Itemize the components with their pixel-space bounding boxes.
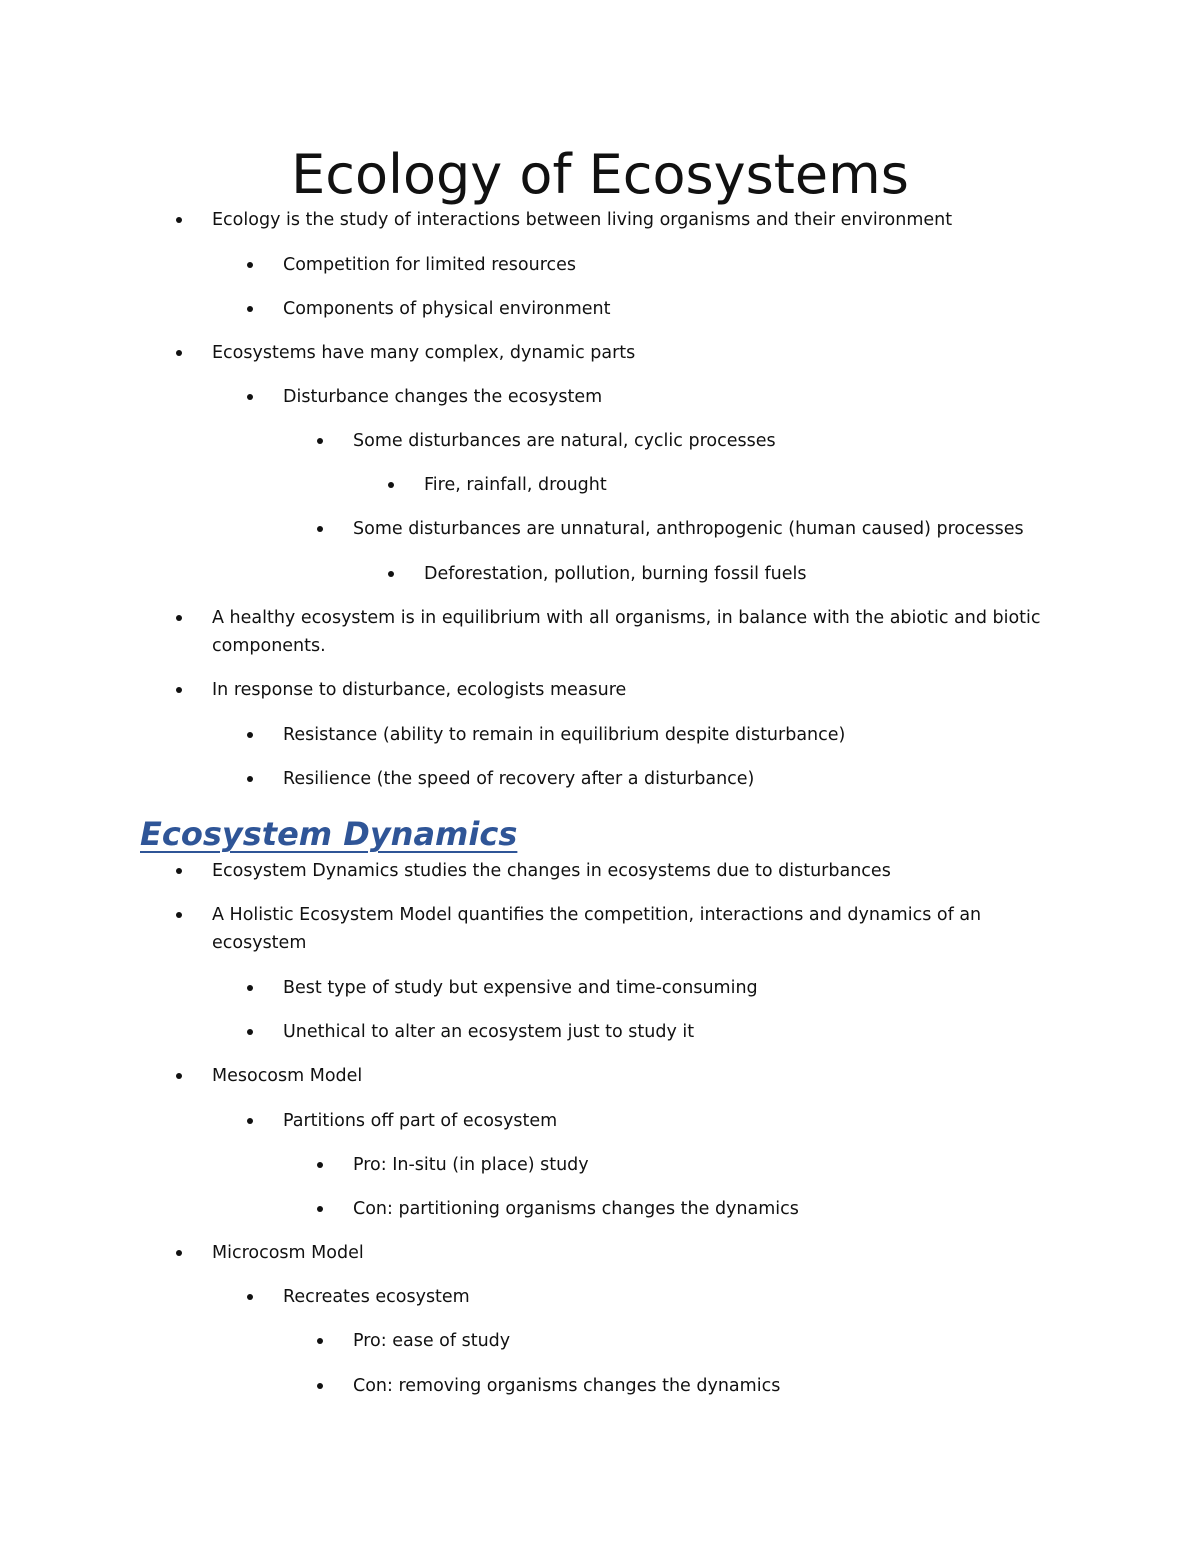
- list-item: In response to disturbance, ecologists measure: [212, 676, 626, 704]
- list-item: Some disturbances are natural, cyclic processes: [353, 427, 776, 455]
- list-item: Deforestation, pollution, burning fossil fuels: [424, 560, 807, 588]
- list-item: Recreates ecosystem: [283, 1283, 470, 1311]
- page-title: Ecology of Ecosystems: [291, 143, 909, 206]
- list-item: Ecosystems have many complex, dynamic parts: [212, 339, 635, 367]
- bullet-icon: [317, 1206, 323, 1212]
- list-item: Ecosystem Dynamics studies the changes in ecosystems due to disturbances: [212, 857, 891, 885]
- bullet-icon: [176, 912, 182, 918]
- bullet-icon: [247, 732, 253, 738]
- bullet-icon: [247, 262, 253, 268]
- bullet-icon: [247, 985, 253, 991]
- bullet-icon: [176, 1073, 182, 1079]
- bullet-icon: [176, 868, 182, 874]
- list-item: Pro: ease of study: [353, 1327, 510, 1355]
- list-item: Disturbance changes the ecosystem: [283, 383, 602, 411]
- list-item: Fire, rainfall, drought: [424, 471, 607, 499]
- list-item: A healthy ecosystem is in equilibrium with all organisms, in balance with the abiotic and biotic: [212, 604, 1041, 632]
- list-item: Partitions off part of ecosystem: [283, 1107, 557, 1135]
- list-item: Con: removing organisms changes the dynamics: [353, 1372, 780, 1400]
- bullet-icon: [176, 1250, 182, 1256]
- list-item: Best type of study but expensive and time-consuming: [283, 974, 758, 1002]
- bullet-icon: [247, 1118, 253, 1124]
- list-item: Some disturbances are unnatural, anthropogenic (human caused) processes: [353, 515, 1024, 543]
- list-item: Pro: In-situ (in place) study: [353, 1151, 589, 1179]
- bullet-icon: [176, 615, 182, 621]
- list-item-continuation: components.: [212, 636, 326, 656]
- bullet-icon: [247, 1029, 253, 1035]
- bullet-icon: [317, 526, 323, 532]
- list-item: Competition for limited resources: [283, 251, 576, 279]
- list-item: Mesocosm Model: [212, 1062, 362, 1090]
- list-item: Unethical to alter an ecosystem just to study it: [283, 1018, 694, 1046]
- list-item-continuation: ecosystem: [212, 933, 307, 953]
- bullet-icon: [247, 306, 253, 312]
- bullet-icon: [247, 1294, 253, 1300]
- list-item: Resistance (ability to remain in equilibrium despite disturbance): [283, 721, 845, 749]
- list-item: Ecology is the study of interactions between living organisms and their environment: [212, 206, 952, 234]
- bullet-icon: [176, 350, 182, 356]
- bullet-icon: [317, 438, 323, 444]
- list-item: Resilience (the speed of recovery after a disturbance): [283, 765, 754, 793]
- bullet-icon: [176, 217, 182, 223]
- bullet-icon: [317, 1162, 323, 1168]
- list-item: A Holistic Ecosystem Model quantifies the competition, interactions and dynamics of an: [212, 901, 981, 929]
- list-item: Con: partitioning organisms changes the dynamics: [353, 1195, 799, 1223]
- bullet-icon: [247, 394, 253, 400]
- bullet-icon: [247, 776, 253, 782]
- bullet-icon: [317, 1383, 323, 1389]
- bullet-icon: [388, 571, 394, 577]
- list-item: Microcosm Model: [212, 1239, 364, 1267]
- bullet-icon: [176, 687, 182, 693]
- section-heading: Ecosystem Dynamics: [140, 815, 518, 853]
- bullet-icon: [317, 1338, 323, 1344]
- list-item: Components of physical environment: [283, 295, 610, 323]
- bullet-icon: [388, 482, 394, 488]
